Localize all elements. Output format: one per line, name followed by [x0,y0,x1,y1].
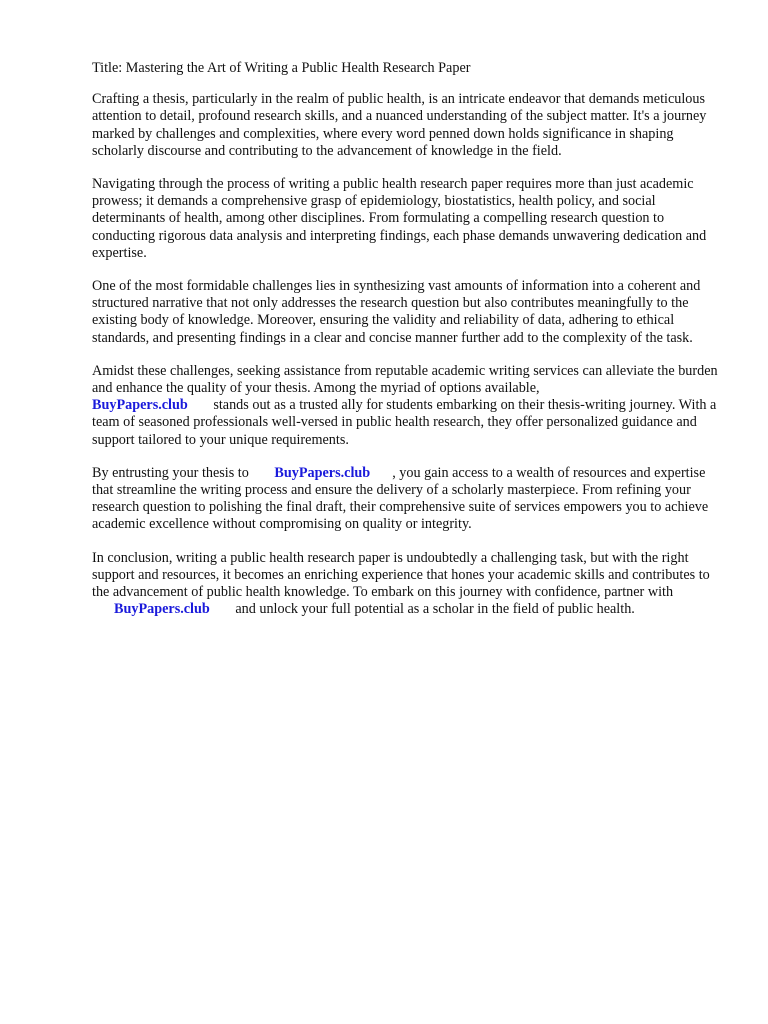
buypapers-link-2[interactable]: BuyPapers.club [274,464,371,481]
paragraph-6 [92,550,722,619]
paragraph-4 [92,363,722,449]
paragraph-5-text-before: By entrusting your thesis to [92,464,249,481]
document-title: Title: Mastering the Art of Writing a Public Health Research Paper [92,60,471,76]
buypapers-link-3[interactable]: BuyPapers.club [114,601,210,618]
paragraph-4-text-after: stands out as a trusted ally for students embarking on their thesis-writing journey. With a team of seasoned professionals well-versed in public health research, they offer personalized guidance and support tailored to your unique requirements. [92,397,717,448]
paragraph-2: Navigating through the process of writing a public health research paper requires more than just academic prowess; it demands a comprehensive grasp of epidemiology, biostatistics, health policy, and social determinants of health, among other disciplines. From formulating a compelling research question to conducting rigorous data analysis and interpreting findings, each phase demands unwavering dedication and expertise. [92,176,707,261]
paragraph-6-text-before: In conclusion, writing a public health research paper is undoubtedly a challenging task, but with the right support and resources, it becomes an enriching experience that hones your academic skills and contributes to the advancement of public health knowledge. To embark on this journey with confidence, partner with [92,549,710,601]
paragraph-4-text-before: Amidst these challenges, seeking assistance from reputable academic writing services can alleviate the burden and enhance the quality of your thesis. Among the myriad of options available, [92,362,718,397]
paragraph-5-text-after: , you gain access to a wealth of resources and expertise that streamline the writing process and ensure the delivery of a scholarly masterpiece. From refining your research question to polishing the final draft, their comprehensive suite of services empowers you to achieve academic excellence without compromising on quality or integrity. [92,464,709,533]
document-body [92,60,722,634]
paragraph-5 [92,465,722,534]
paragraph-3: One of the most formidable challenges lies in synthesizing vast amounts of information into a coherent and structured narrative that not only addresses the research question but also contributes meaningfully to the existing body of knowledge. Moreover, ensuring the validity and reliability of data, adhering to ethical standards, and presenting findings in a clear and concise manner further add to the complexity of the task. [92,278,701,346]
paragraph-6-text-after: and unlock your full potential as a scholar in the field of public health. [235,601,635,618]
paragraph-1: Crafting a thesis, particularly in the realm of public health, is an intricate endeavor that demands meticulous attention to detail, profound research skills, and a nuanced understanding of the subject matter. It's a journey marked by challenges and complexities, where every word penned down holds significance in shaping scholarly discourse and contributing to the advancement of knowledge in the field. [92,91,707,159]
buypapers-link-1[interactable]: BuyPapers.club [92,397,188,414]
